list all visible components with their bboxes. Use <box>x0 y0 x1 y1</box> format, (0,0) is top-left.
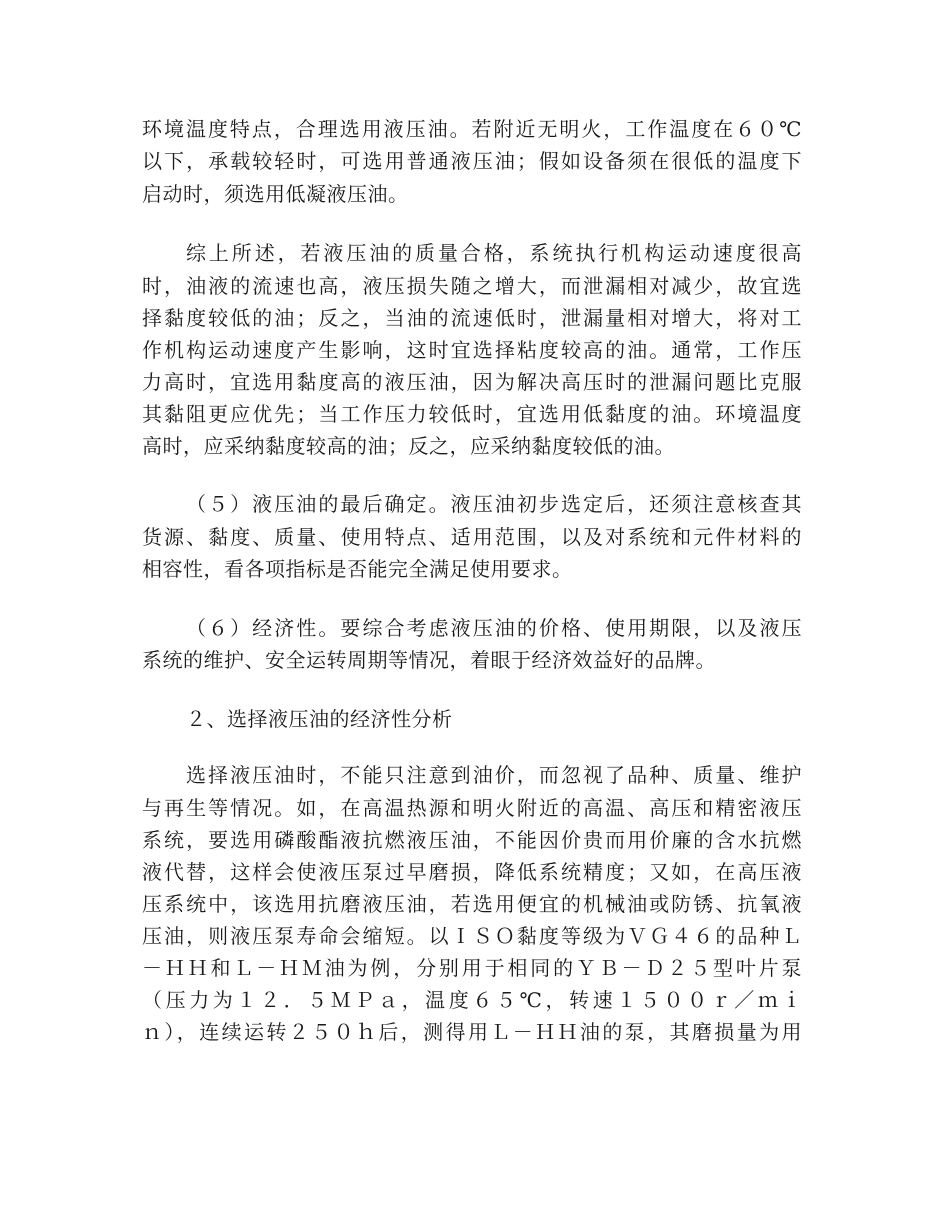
text-line: ｎ），连续运转２５０ｈ后，测得用Ｌ－ＨＨ油的泵，其磨损量为用 <box>142 1020 802 1044</box>
text-line: －ＨＨ和Ｌ－ＨＭ油为例，分别用于相同的ＹＢ－Ｄ２５型叶片泵 <box>142 956 802 980</box>
text-line: 其黏阻更应优先；当工作压力较低时，宜选用低黏度的油。环境温度 <box>142 402 802 426</box>
text-line: 综上所述，若液压油的质量合格，系统执行机构运动速度很高 <box>186 241 802 265</box>
text-line: 选择液压油时，不能只注意到油价，而忽视了品种、质量、维护 <box>186 763 802 787</box>
text-line: 启动时，须选用低凝液压油。 <box>142 182 409 206</box>
text-line: （６）经济性。要综合考虑液压油的价格、使用期限，以及液压 <box>186 616 802 640</box>
text-line: 与再生等情况。如，在高温热源和明火附近的高温、高压和精密液压 <box>142 796 802 820</box>
text-line: 液代替，这样会使液压泵过早磨损，降低系统精度；又如，在高压液 <box>142 860 802 884</box>
text-line: 货源、黏度、质量、使用特点、适用范围，以及对系统和元件材料的 <box>142 525 802 549</box>
text-line: 压油，则液压泵寿命会缩短。以ＩＳＯ黏度等级为ＶＧ４６的品种Ｌ <box>142 924 802 948</box>
text-line: 系统的维护、安全运转周期等情况，着眼于经济效益好的品牌。 <box>142 648 716 672</box>
text-line: 择黏度较低的油；反之，当油的流速低时，泄漏量相对增大，将对工 <box>142 306 802 330</box>
text-line: 相容性，看各项指标是否能完全满足使用要求。 <box>142 557 573 581</box>
text-line: 时，油液的流速也高，液压损失随之增大，而泄漏相对减少，故宜选 <box>142 274 802 298</box>
section-heading: ２、选择液压油的经济性分析 <box>186 707 453 731</box>
text-line: 高时，应采纳黏度较高的油；反之，应采纳黏度较低的油。 <box>142 434 675 458</box>
text-line: （５）液压油的最后确定。液压油初步选定后，还须注意核查其 <box>186 492 802 516</box>
text-line: 力高时，宜选用黏度高的液压油，因为解决高压时的泄漏问题比克服 <box>142 370 802 394</box>
text-line: 系统，要选用磷酸酯液抗燃液压油，不能因价贵而用价廉的含水抗燃 <box>142 828 802 852</box>
text-line: 以下，承载较轻时，可选用普通液压油；假如设备须在很低的温度下 <box>142 149 802 173</box>
text-line: 作机构运动速度产生影响，这时宜选择粘度较高的油。通常，工作压 <box>142 338 802 362</box>
text-line: 压系统中，该选用抗磨液压油，若选用便宜的机械油或防锈、抗氧液 <box>142 892 802 916</box>
text-line: （压力为１２．５ＭＰａ，温度６５℃，转速１５００ｒ／ｍｉ <box>142 988 802 1012</box>
text-line: 环境温度特点，合理选用液压油。若附近无明火，工作温度在６０℃ <box>142 117 802 141</box>
